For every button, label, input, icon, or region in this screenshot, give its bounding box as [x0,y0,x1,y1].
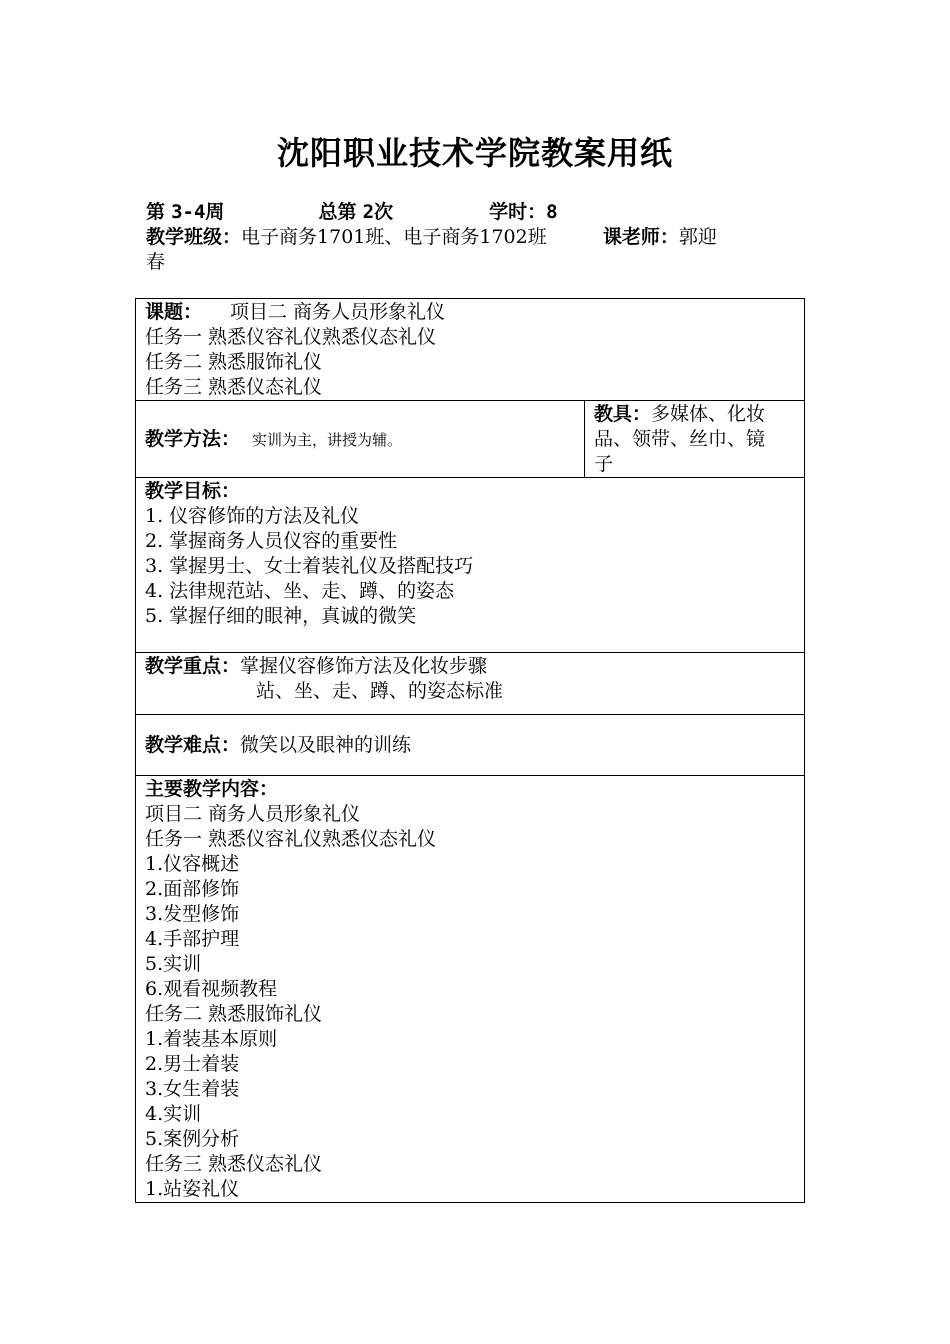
content-item: 任务三 熟悉仪态礼仪 [145,1153,323,1175]
content-item: 1.仪容概述 [145,853,240,875]
teacher-name-wrap: 春 [146,251,166,273]
class-label: 教学班级： [146,226,242,248]
week-value: 3-4 [171,201,206,223]
week-line [146,200,558,225]
objectives-row [136,478,805,653]
content-item: 1.着装基本原则 [145,1028,278,1050]
content-item: 5.案例分析 [145,1128,240,1150]
total-label: 总第 [318,201,357,223]
topic-task: 任务一 熟悉仪容礼仪熟悉仪态礼仪 [145,326,437,348]
page-title: 沈阳职业技术学院教案用纸 [276,134,673,172]
key-points-line: 站、坐、走、蹲、的姿态标准 [256,680,504,702]
teacher-value: 郭迎 [678,226,717,248]
method-cell [136,401,585,478]
tools-line: 多媒体、化妆 [651,403,766,425]
content-item: 4.手部护理 [145,928,240,950]
objective-item: 2. 掌握商务人员仪容的重要性 [145,530,398,552]
content-item: 2.男士着装 [145,1053,240,1075]
method-value: 实训为主，讲授为辅。 [252,430,403,449]
content-cell [136,776,805,1203]
total-unit: 次 [374,201,394,223]
content-label: 主要教学内容： [145,778,279,800]
topic-value: 项目二 商务人员形象礼仪 [230,301,446,323]
content-item: 6.观看视频教程 [145,978,278,1000]
content-item: 3.发型修饰 [145,903,240,925]
objective-item: 5. 掌握仔细的眼神，真诚的微笑 [145,605,417,627]
key-points-cell [136,653,805,715]
content-item: 5.实训 [145,953,202,975]
teacher-label: 课老师： [602,226,679,248]
objective-item: 1. 仪容修饰的方法及礼仪 [145,505,360,527]
content-item: 2.面部修饰 [145,878,240,900]
objectives-label: 教学目标： [145,480,241,502]
topic-task: 任务二 熟悉服饰礼仪 [145,351,323,373]
hours-label: 学时： [489,201,547,223]
key-points-label: 教学重点： [145,655,241,677]
difficulties-label: 教学难点： [145,734,241,756]
content-item: 任务二 熟悉服饰礼仪 [145,1003,323,1025]
tools-label: 教具： [594,403,652,425]
class-value: 电子商务1701班、电子商务1702班 [241,226,547,248]
week-unit: 周 [205,201,225,223]
total-value: 2 [362,201,375,223]
objective-item: 4. 法律规范站、坐、走、蹲、的姿态 [145,580,455,602]
objective-item: 3. 掌握男士、女士着装礼仪及搭配技巧 [145,555,474,577]
tools-line: 子 [594,453,614,475]
topic-label: 课题： [145,301,203,323]
difficulties-row [136,715,805,776]
content-item: 1.站姿礼仪 [145,1178,240,1200]
objectives-cell [136,478,805,653]
class-line [146,225,717,250]
key-points-line: 掌握仪容修饰方法及化妆步骤 [240,655,488,677]
method-label: 教学方法： [145,427,241,450]
content-item: 3.女生着装 [145,1078,240,1100]
key-points-row [136,653,805,715]
tools-cell [585,401,805,478]
topic-task: 任务三 熟悉仪态礼仪 [145,376,323,398]
difficulties-cell [136,715,805,776]
difficulties-value: 微笑以及眼神的训练 [240,734,412,756]
topic-row [136,299,805,401]
tools-line: 品、领带、丝巾、镜 [594,428,766,450]
content-item: 项目二 商务人员形象礼仪 [145,803,361,825]
lesson-plan-table [135,298,805,1203]
content-item: 4.实训 [145,1103,202,1125]
hours-value: 8 [546,201,558,223]
content-row [136,776,805,1203]
content-item: 任务一 熟悉仪容礼仪熟悉仪态礼仪 [145,828,437,850]
topic-cell [136,299,805,401]
method-row [136,401,805,478]
week-label: 第 [146,201,166,223]
